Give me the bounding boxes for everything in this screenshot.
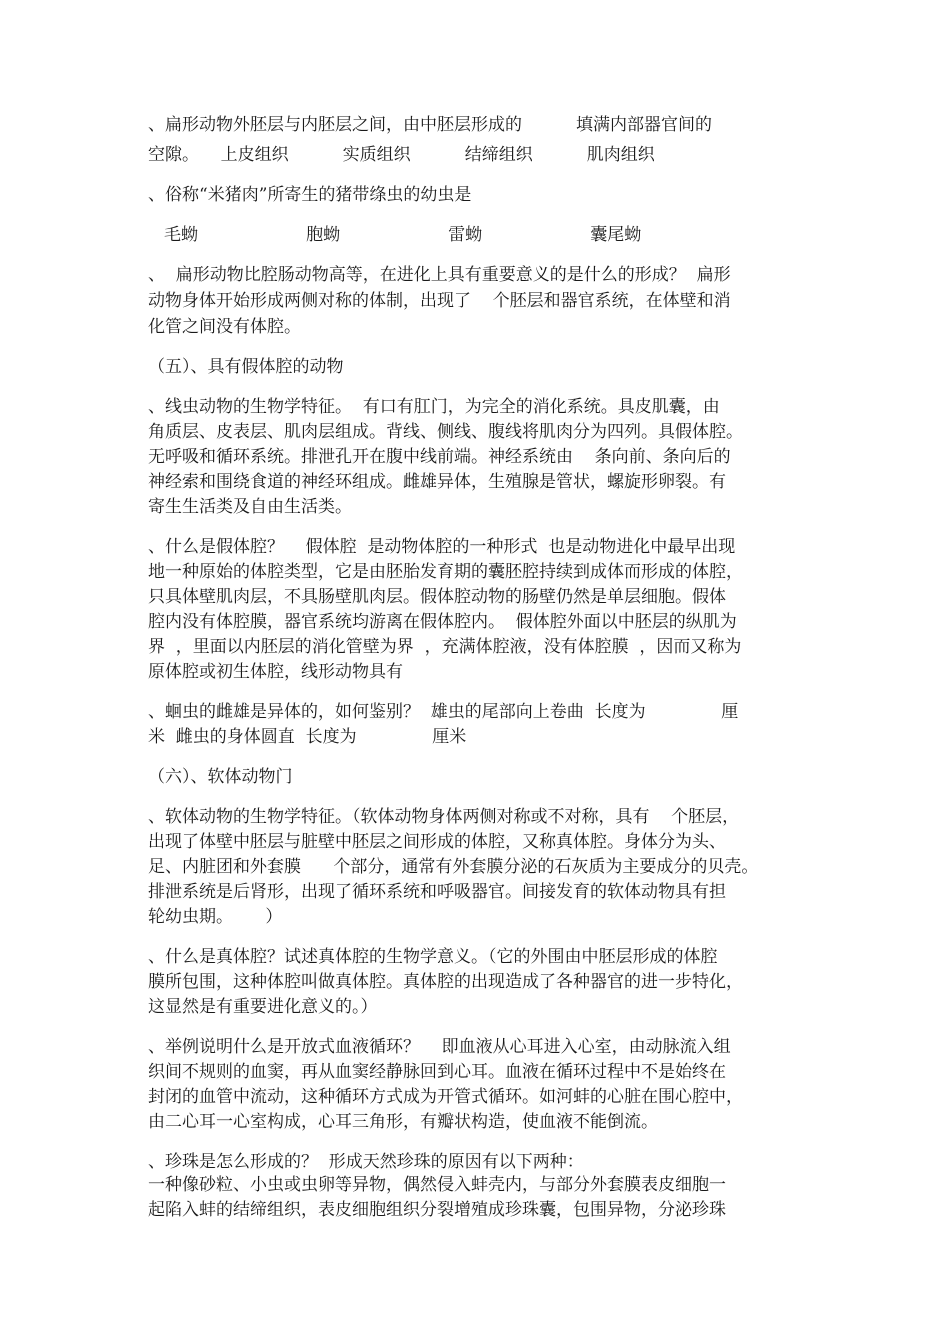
text-line: 封闭的血管中流动，这种循环方式成为开管式循环。如河蚌的心脏在围心腔中， xyxy=(148,1087,743,1107)
text-line: 无呼吸和循环系统。排泄孔开在腹中线前端。神经系统由 条向前、条向后的 xyxy=(148,447,731,467)
text-line: 地一种原始的体腔类型，它是由胚胎发育期的囊胚腔持续到成体而形成的体腔， xyxy=(148,562,743,582)
text-line: 、什么是真体腔？试述真体腔的生物学意义。（它的外围由中胚层形成的体腔 xyxy=(148,947,718,967)
text-line: 动物身体开始形成两侧对称的体制，出现了 个胚层和器官系统，在体壁和消 xyxy=(148,291,731,311)
text-line: 、扁形动物外胚层与内胚层之间，由中胚层形成的 填满内部器官间的 xyxy=(148,115,713,135)
text-line: 神经索和围绕食道的神经环组成。雌雄异体，生殖腺是管状，螺旋形卵裂。有 xyxy=(148,472,726,492)
text-line: 化管之间没有体腔。 xyxy=(148,317,301,337)
text-line: 、线虫动物的生物学特征。 有口有肛门，为完全的消化系统。具皮肌囊，由 xyxy=(148,397,720,417)
text-line: 界 ，里面以内胚层的消化管壁为界 ，充满体腔液，没有体腔膜 ，因而又称为 xyxy=(148,637,742,657)
text-line: 米 雌虫的身体圆直 长度为 厘米 xyxy=(148,727,467,747)
text-line: 膜所包围，这种体腔叫做真体腔。真体腔的出现造成了各种器官的进一步特化， xyxy=(148,972,743,992)
section-heading: （五）、具有假体腔的动物 xyxy=(148,357,344,377)
text-line: 只具体壁肌肉层，不具肠壁肌肉层。假体腔动物的肠壁仍然是单层细胞。假体 xyxy=(148,587,726,607)
text-line: 腔内没有体腔膜，器官系统均游离在假体腔内。 假体腔外面以中胚层的纵肌为 xyxy=(148,612,737,632)
text-line: 起陷入蚌的结缔组织，表皮细胞组织分裂增殖成珍珠囊，包围异物，分泌珍珠 xyxy=(148,1200,726,1220)
text-line: 寄生生活类及自由生活类。 xyxy=(148,497,352,517)
text-line: 出现了体壁中胚层与脏壁中胚层之间形成的体腔，又称真体腔。身体分为头、 xyxy=(148,832,726,852)
text-line: 毛蚴 胞蚴 雷蚴 囊尾蚴 xyxy=(164,225,642,245)
text-line: 足、内脏团和外套膜 个部分，通常有外套膜分泌的石灰质为主要成分的贝壳。 xyxy=(148,857,759,877)
text-line: 角质层、皮表层、肌肉层组成。背线、侧线、腹线将肌肉分为四列。具假体腔。 xyxy=(148,422,743,442)
text-line: 空隙。 上皮组织 实质组织 结缔组织 肌肉组织 xyxy=(148,145,655,165)
text-line: 、什么是假体腔？ 假体腔 是动物体腔的一种形式 也是动物进化中最早出现 xyxy=(148,537,736,557)
text-line: 、 扁形动物比腔肠动物高等，在进化上具有重要意义的是什么的形成？ 扁形 xyxy=(148,265,731,285)
text-line: 、举例说明什么是开放式血液循环？ 即血液从心耳进入心室，由动脉流入组 xyxy=(148,1037,731,1057)
text-line: 轮幼虫期。 ） xyxy=(148,907,283,927)
text-line: 一种像砂粒、小虫或虫卵等异物，偶然侵入蚌壳内，与部分外套膜表皮细胞一 xyxy=(148,1175,726,1195)
text-line: 织间不规则的血窦，再从血窦经静脉回到心耳。血液在循环过程中不是始终在 xyxy=(148,1062,726,1082)
text-line: 原体腔或初生体腔，线形动物具有 xyxy=(148,662,403,682)
text-line: 、珍珠是怎么形成的？ 形成天然珍珠的原因有以下两种： xyxy=(148,1152,584,1172)
text-line: 由二心耳一心室构成，心耳三角形，有瓣状构造，使血液不能倒流。 xyxy=(148,1112,658,1132)
text-line: 、软体动物的生物学特征。（软体动物身体两侧对称或不对称，具有 个胚层， xyxy=(148,807,740,827)
text-line: 这显然是有重要进化意义的。） xyxy=(148,997,378,1017)
section-heading: （六）、软体动物门 xyxy=(148,767,293,787)
text-line: 、蛔虫的雌雄是异体的，如何鉴别？ 雄虫的尾部向上卷曲 长度为 厘 xyxy=(148,702,739,722)
text-line: 、俗称“米猪肉”所寄生的猪带绦虫的幼虫是 xyxy=(148,185,472,205)
text-line: 排泄系统是后肾形，出现了循环系统和呼吸器官。间接发育的软体动物具有担 xyxy=(148,882,726,902)
